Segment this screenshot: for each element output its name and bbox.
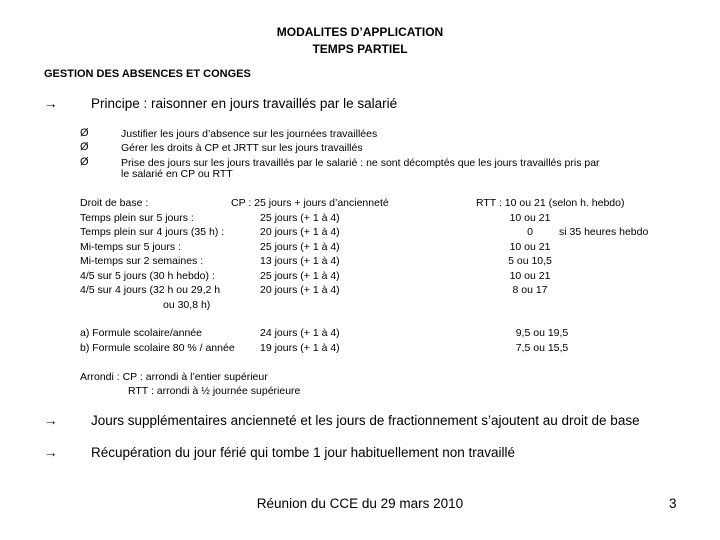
cp-values	[260, 211, 340, 298]
page-number: 3	[669, 496, 677, 511]
bullet-item-continuation: le salarié en CP ou RTT	[121, 168, 233, 180]
bullet-icon: Ø	[80, 127, 89, 139]
rtt-value: 10 ou 21	[509, 211, 551, 224]
rtt-header: RTT : 10 ou 21 (selon h. hebdo)	[476, 197, 625, 209]
bullet-icon: Ø	[80, 141, 89, 153]
table-label: Temps plein sur 4 jours (35 h) :	[80, 226, 225, 238]
cp-header: CP : 25 jours + jours d’ancienneté	[231, 197, 389, 209]
title-line-2: TEMPS PARTIEL	[312, 42, 408, 56]
cp-value: 25 jours (+ 1 à 4)	[260, 211, 340, 224]
title-line-1: MODALITES D’APPLICATION	[276, 25, 444, 39]
rtt-value: 10 ou 21	[509, 240, 551, 253]
table-label: Mi-temps sur 5 jours :	[80, 240, 181, 253]
table-label: Temps plein sur 5 jours :	[80, 211, 194, 224]
formula-cp: 19 jours (+ 1 à 4)	[260, 342, 340, 354]
note-text: Jours supplémentaires ancienneté et les jours de fractionnement s’ajoutent au droit de base	[91, 413, 640, 428]
table-label: 4/5 sur 4 jours (32 h ou 29,2 h	[80, 284, 221, 296]
formula-rtt: 9,5 ou 19,5	[515, 327, 569, 339]
formula-rtt: 7,5 ou 15,5	[515, 342, 569, 354]
arrow-icon: →	[44, 413, 58, 428]
formula-cp: 24 jours (+ 1 à 4)	[260, 327, 340, 339]
cp-value: 25 jours (+ 1 à 4)	[260, 269, 340, 282]
table-label: ou 30,8 h)	[163, 298, 211, 311]
table-label: 4/5 sur 5 jours (30 h hebdo) :	[80, 269, 215, 282]
cp-value: 20 jours (+ 1 à 4)	[260, 226, 340, 238]
cp-value: 20 jours (+ 1 à 4)	[260, 284, 340, 296]
rtt-value: 5 ou 10,5	[508, 255, 552, 267]
rtt-value: 8 ou 17	[512, 284, 548, 296]
formula-label: b) Formule scolaire 80 % / année	[80, 342, 235, 354]
rounding-cp: Arrondi : CP : arrondi à l’entier supérieur	[80, 371, 268, 383]
rounding-rtt: RTT : arrondi à ½ journée supérieure	[128, 385, 301, 397]
principle-text: Principe : raisonner en jours travaillés par le salarié	[91, 96, 398, 111]
rtt-values	[480, 211, 580, 298]
bullet-item: Gérer les droits à CP et JRTT sur les jours travaillés	[121, 142, 363, 154]
arrow-icon: →	[44, 445, 58, 460]
rtt-note: si 35 heures hebdo	[559, 226, 649, 238]
table-label: Mi-temps sur 2 semaines :	[80, 255, 204, 267]
rtt-value: 10 ou 21	[509, 269, 551, 282]
bullet-item: Justifier les jours d’absence sur les journées travaillées	[121, 128, 378, 140]
section-heading: GESTION DES ABSENCES ET CONGES	[44, 68, 251, 80]
table-label: Droit de base :	[80, 197, 149, 209]
footer-text: Réunion du CCE du 29 mars 2010	[256, 496, 464, 511]
formula-label: a) Formule scolaire/année	[80, 327, 202, 339]
cp-value: 25 jours (+ 1 à 4)	[260, 240, 340, 253]
rtt-value: 0	[527, 226, 533, 238]
bullet-item: Prise des jours sur les jours travaillés par le salarié : ne sont décomptés que les jours travaillés pris par	[121, 157, 600, 169]
bullet-icon: Ø	[80, 156, 89, 168]
note-text: Récupération du jour férié qui tombe 1 jour habituellement non travaillé	[91, 445, 516, 460]
table-labels	[80, 196, 224, 312]
arrow-icon: →	[44, 96, 58, 111]
cp-value: 13 jours (+ 1 à 4)	[260, 255, 340, 267]
